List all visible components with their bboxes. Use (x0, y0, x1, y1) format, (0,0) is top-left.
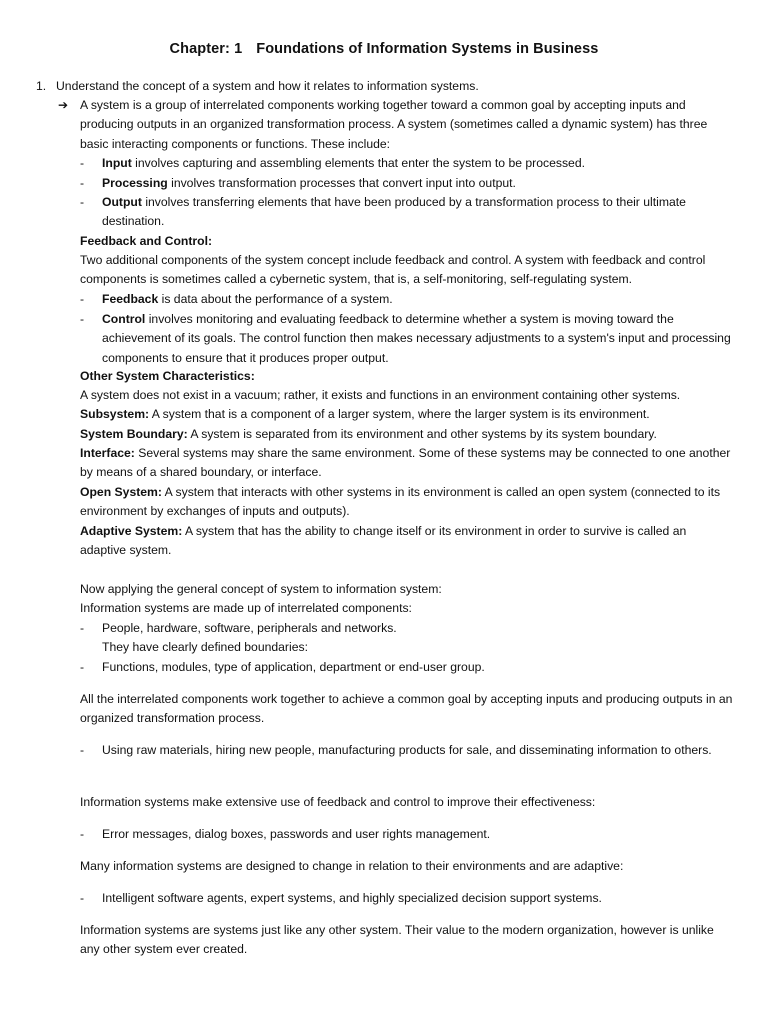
dash-bullet: - (80, 621, 85, 635)
arrow-bullet-icon: ➔ (58, 98, 69, 112)
term: Processing (102, 176, 168, 190)
chapter-title (0, 40, 768, 59)
term: Subsystem: (80, 407, 150, 421)
goal-paragraph: All the interrelated components work together to achieve a common goal by accepting inputs and producing outputs in an organized transformation process. (80, 692, 733, 726)
bullet-functions: Functions, modules, type of application, department or end-user group. (102, 660, 485, 674)
definition: involves transformation processes that convert input into output. (167, 176, 516, 190)
list-number: 1. (36, 79, 47, 93)
bullet-raw-materials: Using raw materials, hiring new people, manufacturing products for sale, and disseminating information to others. (102, 743, 712, 757)
other-intro: A system does not exist in a vacuum; rather, it exists and functions in an environment containing other systems. (80, 388, 681, 402)
bullet-control (102, 310, 734, 368)
boundaries-line: They have clearly defined boundaries: (102, 640, 308, 654)
feedback-heading: Feedback and Control: (80, 234, 213, 248)
bullet-output (102, 193, 734, 232)
term: System Boundary: (80, 427, 188, 441)
definition: A system that interacts with other systems in its environment is called an open system (connected to its environment by exchanges of inputs and outputs). (80, 485, 721, 519)
dash-bullet: - (80, 292, 85, 306)
dash-bullet: - (80, 195, 85, 209)
dash-bullet: - (80, 660, 85, 674)
term: Adaptive System: (80, 524, 183, 538)
definition: Several systems may share the same environment. Some of these systems may be connected to one another by means of a shared boundary, or interface. (80, 446, 731, 480)
bullet-intelligent-agents: Intelligent software agents, expert systems, and highly specialized decision support systems. (102, 891, 602, 905)
definition: A system is separated from its environment and other systems by its system boundary. (187, 427, 657, 441)
list-item-1 (36, 77, 479, 96)
chapter-number: Chapter: 1 (169, 41, 243, 57)
dash-bullet: - (80, 156, 85, 170)
term: Input (102, 156, 132, 170)
definition: involves capturing and assembling elements that enter the system to be processed. (131, 156, 585, 170)
applying-line: Now applying the general concept of system to information system: (80, 582, 442, 596)
components-line: Information systems are made up of interrelated components: (80, 601, 412, 615)
bullet-input (102, 154, 734, 173)
closing-paragraph: Information systems are systems just like any other system. Their value to the modern organization, however is unlike any other system ever created. (80, 923, 714, 957)
term: Output (102, 195, 142, 209)
bullet-people: People, hardware, software, peripherals and networks. (102, 621, 397, 635)
term: Control (102, 312, 146, 326)
dash-bullet: - (80, 743, 85, 757)
system-definition: A system is a group of interrelated components working together toward a common goal by accepting inputs and producing outputs in an organized transformation process. A system (sometimes called a dynamic system) has three basic interacting components or functions. These include: (80, 98, 708, 151)
term: Interface: (80, 446, 135, 460)
term: Feedback (102, 292, 159, 306)
dash-bullet: - (80, 891, 85, 905)
dash-bullet: - (80, 176, 85, 190)
term: Open System: (80, 485, 162, 499)
chapter-name: Foundations of Information Systems in Business (256, 41, 599, 57)
dash-bullet: - (80, 312, 85, 326)
bullet-processing (102, 174, 734, 193)
adaptive-paragraph: Many information systems are designed to change in relation to their environments and are adaptive: (80, 859, 624, 873)
list-item-text: Understand the concept of a system and how it relates to information systems. (56, 79, 479, 93)
definition: involves transferring elements that have been produced by a transformation process to their ultimate destination. (102, 195, 686, 229)
adaptive-system-def (80, 522, 734, 561)
definition: is data about the performance of a system. (158, 292, 393, 306)
bullet-error-messages: Error messages, dialog boxes, passwords and user rights management. (102, 827, 491, 841)
definition: A system that is a component of a larger system, where the larger system is its environment. (149, 407, 650, 421)
feedback-use-paragraph: Information systems make extensive use of feedback and control to improve their effectiveness: (80, 795, 596, 809)
subsystem-def (80, 405, 734, 424)
bullet-feedback (102, 290, 734, 309)
open-system-def (80, 483, 734, 522)
other-heading: Other System Characteristics: (80, 369, 255, 383)
feedback-intro: Two additional components of the system concept include feedback and control. A system with feedback and control components is sometimes called a cybernetic system, that is, a self-monitoring, self-regulating system. (80, 253, 706, 287)
interface-def (80, 444, 734, 483)
definition: involves monitoring and evaluating feedback to determine whether a system is moving toward the achievement of its goals. The control function then makes necessary adjustments to a system's input and processing components to ensure that it produces proper output. (102, 312, 731, 365)
dash-bullet: - (80, 827, 85, 841)
boundary-def (80, 425, 734, 444)
definition: A system that has the ability to change itself or its environment in order to survive is called an adaptive system. (80, 524, 687, 558)
